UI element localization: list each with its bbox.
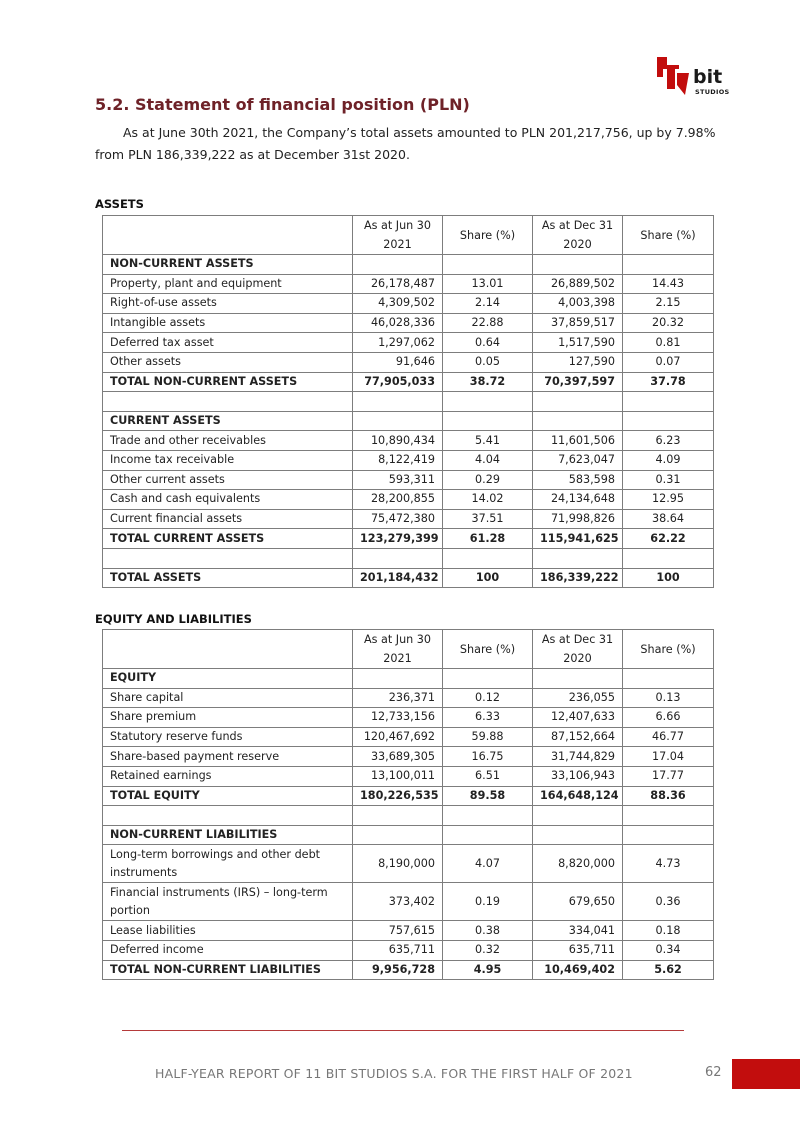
value-jun-2021: 123,279,399: [353, 529, 443, 549]
value-dec-2020: [533, 411, 623, 431]
share-dec-2020: 0.18: [623, 921, 714, 941]
share-jun-2021: 2.14: [443, 294, 533, 314]
logo-subtext: STUDIOS: [695, 88, 730, 96]
row-label: TOTAL NON-CURRENT LIABILITIES: [103, 960, 353, 980]
column-header: Share (%): [623, 216, 714, 255]
share-jun-2021: 0.64: [443, 333, 533, 353]
share-dec-2020: 37.78: [623, 372, 714, 392]
value-dec-2020: 4,003,398: [533, 294, 623, 314]
value-jun-2021: [353, 806, 443, 826]
column-header: Share (%): [443, 630, 533, 669]
footer-report-title: HALF-YEAR REPORT OF 11 BIT STUDIOS S.A. FOR THE FIRST HALF OF 2021: [155, 1066, 633, 1081]
share-jun-2021: 22.88: [443, 313, 533, 333]
header-blank-cell: [103, 630, 353, 669]
share-dec-2020: 17.77: [623, 766, 714, 786]
share-jun-2021: [443, 411, 533, 431]
value-jun-2021: 180,226,535: [353, 786, 443, 806]
table-row: [103, 411, 714, 431]
value-jun-2021: 757,615: [353, 921, 443, 941]
value-dec-2020: 127,590: [533, 352, 623, 372]
share-dec-2020: 6.23: [623, 431, 714, 451]
value-dec-2020: 679,650: [533, 883, 623, 921]
row-label: Share-based payment reserve: [103, 747, 353, 767]
share-jun-2021: 0.38: [443, 921, 533, 941]
column-header: As at Jun 30 2021: [353, 216, 443, 255]
table-row: [103, 470, 714, 490]
value-dec-2020: [533, 392, 623, 412]
share-jun-2021: 6.51: [443, 766, 533, 786]
share-dec-2020: 0.13: [623, 688, 714, 708]
value-dec-2020: 71,998,826: [533, 509, 623, 529]
column-header: As at Dec 31 2020: [533, 630, 623, 669]
share-dec-2020: 0.34: [623, 940, 714, 960]
share-dec-2020: 46.77: [623, 727, 714, 747]
value-dec-2020: 334,041: [533, 921, 623, 941]
value-jun-2021: 77,905,033: [353, 372, 443, 392]
table-row: [103, 372, 714, 392]
row-label: Long-term borrowings and other debt instruments: [103, 845, 353, 883]
table-row: [103, 806, 714, 826]
share-dec-2020: 12.95: [623, 490, 714, 510]
value-jun-2021: 8,122,419: [353, 450, 443, 470]
share-dec-2020: [623, 411, 714, 431]
value-dec-2020: 11,601,506: [533, 431, 623, 451]
value-jun-2021: 236,371: [353, 688, 443, 708]
share-dec-2020: 2.15: [623, 294, 714, 314]
equity-liabilities-table: [102, 629, 714, 980]
share-jun-2021: 61.28: [443, 529, 533, 549]
value-dec-2020: 7,623,047: [533, 450, 623, 470]
row-label: Deferred tax asset: [103, 333, 353, 353]
value-jun-2021: 26,178,487: [353, 274, 443, 294]
value-jun-2021: 28,200,855: [353, 490, 443, 510]
assets-heading: ASSETS: [95, 197, 144, 211]
table-row: [103, 727, 714, 747]
intro-paragraph: [95, 122, 725, 166]
value-jun-2021: 33,689,305: [353, 747, 443, 767]
value-dec-2020: 583,598: [533, 470, 623, 490]
table-row: [103, 921, 714, 941]
table-row: [103, 669, 714, 689]
footer-divider: [122, 1030, 684, 1031]
share-dec-2020: 88.36: [623, 786, 714, 806]
share-dec-2020: [623, 806, 714, 826]
share-dec-2020: [623, 392, 714, 412]
share-dec-2020: 38.64: [623, 509, 714, 529]
table-row: [103, 960, 714, 980]
table-row: [103, 255, 714, 275]
column-header: Share (%): [623, 630, 714, 669]
table-row: [103, 708, 714, 728]
value-dec-2020: 8,820,000: [533, 845, 623, 883]
value-dec-2020: 33,106,943: [533, 766, 623, 786]
share-jun-2021: 37.51: [443, 509, 533, 529]
share-jun-2021: [443, 392, 533, 412]
table-row: [103, 490, 714, 510]
value-dec-2020: 24,134,648: [533, 490, 623, 510]
value-jun-2021: 46,028,336: [353, 313, 443, 333]
share-dec-2020: 0.07: [623, 352, 714, 372]
row-label: Financial instruments (IRS) – long-term portion: [103, 883, 353, 921]
table-row: [103, 548, 714, 568]
row-label: [103, 806, 353, 826]
share-jun-2021: [443, 825, 533, 845]
value-jun-2021: 4,309,502: [353, 294, 443, 314]
page-number: 62: [705, 1065, 722, 1080]
row-label: [103, 392, 353, 412]
share-dec-2020: 4.09: [623, 450, 714, 470]
share-jun-2021: 59.88: [443, 727, 533, 747]
value-jun-2021: 201,184,432: [353, 568, 443, 588]
equity-liabilities-heading: EQUITY AND LIABILITIES: [95, 612, 252, 626]
row-label: TOTAL CURRENT ASSETS: [103, 529, 353, 549]
value-jun-2021: 593,311: [353, 470, 443, 490]
share-jun-2021: 16.75: [443, 747, 533, 767]
row-label: CURRENT ASSETS: [103, 411, 353, 431]
value-jun-2021: 13,100,011: [353, 766, 443, 786]
row-label: NON-CURRENT LIABILITIES: [103, 825, 353, 845]
share-jun-2021: 0.12: [443, 688, 533, 708]
value-jun-2021: [353, 825, 443, 845]
table-row: [103, 392, 714, 412]
value-dec-2020: 236,055: [533, 688, 623, 708]
assets-header-row: [103, 216, 714, 255]
row-label: Deferred income: [103, 940, 353, 960]
table-row: [103, 688, 714, 708]
row-label: EQUITY: [103, 669, 353, 689]
value-dec-2020: [533, 806, 623, 826]
11-bit-studios-logo: [655, 55, 735, 100]
value-dec-2020: 635,711: [533, 940, 623, 960]
row-label: Property, plant and equipment: [103, 274, 353, 294]
row-label: Lease liabilities: [103, 921, 353, 941]
share-dec-2020: 20.32: [623, 313, 714, 333]
share-jun-2021: 38.72: [443, 372, 533, 392]
share-jun-2021: [443, 806, 533, 826]
row-label: [103, 548, 353, 568]
section-title: 5.2. Statement of financial position (PLN): [95, 95, 470, 114]
row-label: Share premium: [103, 708, 353, 728]
value-jun-2021: 120,467,692: [353, 727, 443, 747]
share-jun-2021: 4.04: [443, 450, 533, 470]
share-dec-2020: 6.66: [623, 708, 714, 728]
value-jun-2021: 9,956,728: [353, 960, 443, 980]
row-label: Statutory reserve funds: [103, 727, 353, 747]
value-jun-2021: 373,402: [353, 883, 443, 921]
row-label: Intangible assets: [103, 313, 353, 333]
share-dec-2020: 5.62: [623, 960, 714, 980]
share-jun-2021: 100: [443, 568, 533, 588]
page-tab-accent: [732, 1059, 800, 1089]
value-dec-2020: [533, 669, 623, 689]
table-row: [103, 529, 714, 549]
value-jun-2021: 10,890,434: [353, 431, 443, 451]
row-label: Other current assets: [103, 470, 353, 490]
row-label: Current financial assets: [103, 509, 353, 529]
value-dec-2020: 70,397,597: [533, 372, 623, 392]
value-dec-2020: 10,469,402: [533, 960, 623, 980]
share-dec-2020: [623, 669, 714, 689]
value-jun-2021: 91,646: [353, 352, 443, 372]
value-dec-2020: 37,859,517: [533, 313, 623, 333]
share-jun-2021: 0.05: [443, 352, 533, 372]
share-jun-2021: [443, 255, 533, 275]
row-label: Cash and cash equivalents: [103, 490, 353, 510]
header-blank-cell: [103, 216, 353, 255]
row-label: TOTAL ASSETS: [103, 568, 353, 588]
value-dec-2020: [533, 255, 623, 275]
share-dec-2020: 4.73: [623, 845, 714, 883]
row-label: TOTAL EQUITY: [103, 786, 353, 806]
value-dec-2020: 1,517,590: [533, 333, 623, 353]
share-jun-2021: 0.32: [443, 940, 533, 960]
value-jun-2021: [353, 392, 443, 412]
table-row: [103, 431, 714, 451]
value-dec-2020: 115,941,625: [533, 529, 623, 549]
table-row: [103, 450, 714, 470]
value-dec-2020: 31,744,829: [533, 747, 623, 767]
table-row: [103, 766, 714, 786]
value-jun-2021: 75,472,380: [353, 509, 443, 529]
table-row: [103, 883, 714, 921]
share-dec-2020: [623, 255, 714, 275]
share-dec-2020: 17.04: [623, 747, 714, 767]
share-dec-2020: 14.43: [623, 274, 714, 294]
share-dec-2020: 62.22: [623, 529, 714, 549]
row-label: Other assets: [103, 352, 353, 372]
assets-table: [102, 215, 714, 588]
share-dec-2020: 100: [623, 568, 714, 588]
value-jun-2021: [353, 669, 443, 689]
table-row: [103, 509, 714, 529]
share-jun-2021: 4.95: [443, 960, 533, 980]
equity-header-row: [103, 630, 714, 669]
table-row: [103, 568, 714, 588]
share-jun-2021: [443, 548, 533, 568]
row-label: Income tax receivable: [103, 450, 353, 470]
share-jun-2021: 4.07: [443, 845, 533, 883]
value-dec-2020: 87,152,664: [533, 727, 623, 747]
value-jun-2021: [353, 411, 443, 431]
table-row: [103, 294, 714, 314]
share-dec-2020: [623, 825, 714, 845]
share-dec-2020: 0.36: [623, 883, 714, 921]
column-header: As at Dec 31 2020: [533, 216, 623, 255]
share-dec-2020: 0.81: [623, 333, 714, 353]
value-jun-2021: [353, 548, 443, 568]
value-jun-2021: 12,733,156: [353, 708, 443, 728]
share-dec-2020: [623, 548, 714, 568]
intro-text: As at June 30th 2021, the Company’s total assets amounted to PLN 201,217,756, up by 7.98% from PLN 186,339,222 as at December 31st 2020.: [95, 125, 716, 162]
share-dec-2020: 0.31: [623, 470, 714, 490]
row-label: NON-CURRENT ASSETS: [103, 255, 353, 275]
table-row: [103, 274, 714, 294]
value-dec-2020: [533, 825, 623, 845]
value-dec-2020: 186,339,222: [533, 568, 623, 588]
row-label: TOTAL NON-CURRENT ASSETS: [103, 372, 353, 392]
value-dec-2020: 164,648,124: [533, 786, 623, 806]
table-row: [103, 747, 714, 767]
row-label: Share capital: [103, 688, 353, 708]
row-label: Right-of-use assets: [103, 294, 353, 314]
share-jun-2021: 13.01: [443, 274, 533, 294]
share-jun-2021: 6.33: [443, 708, 533, 728]
table-row: [103, 845, 714, 883]
share-jun-2021: [443, 669, 533, 689]
value-jun-2021: [353, 255, 443, 275]
table-row: [103, 352, 714, 372]
logo-wordmark: bit: [693, 66, 723, 88]
column-header: Share (%): [443, 216, 533, 255]
share-jun-2021: 0.19: [443, 883, 533, 921]
table-row: [103, 825, 714, 845]
column-header: As at Jun 30 2021: [353, 630, 443, 669]
value-dec-2020: 12,407,633: [533, 708, 623, 728]
row-label: Trade and other receivables: [103, 431, 353, 451]
share-jun-2021: 89.58: [443, 786, 533, 806]
table-row: [103, 786, 714, 806]
share-jun-2021: 0.29: [443, 470, 533, 490]
table-row: [103, 333, 714, 353]
value-dec-2020: 26,889,502: [533, 274, 623, 294]
value-jun-2021: 635,711: [353, 940, 443, 960]
row-label: Retained earnings: [103, 766, 353, 786]
table-row: [103, 313, 714, 333]
value-dec-2020: [533, 548, 623, 568]
value-jun-2021: 1,297,062: [353, 333, 443, 353]
table-row: [103, 940, 714, 960]
share-jun-2021: 14.02: [443, 490, 533, 510]
value-jun-2021: 8,190,000: [353, 845, 443, 883]
share-jun-2021: 5.41: [443, 431, 533, 451]
